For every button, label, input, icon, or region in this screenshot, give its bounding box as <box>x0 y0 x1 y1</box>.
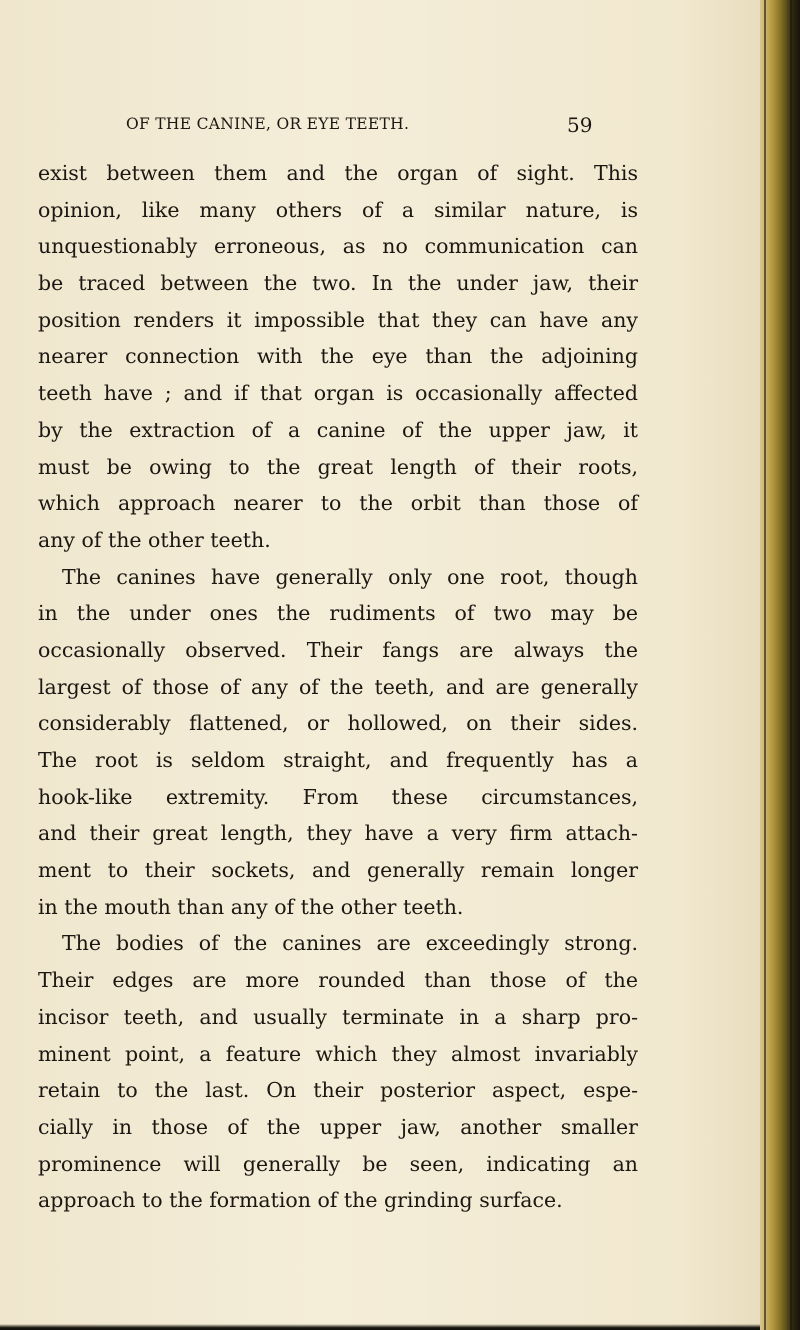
text-line: hook-like extremity. From these circumstances, <box>38 784 638 809</box>
text-line: any of the other teeth. <box>38 527 271 552</box>
text-line: incisor teeth, and usually terminate in a sharp pro- <box>38 1004 638 1029</box>
text-line: occasionally observed. Their fangs are always the <box>38 637 638 662</box>
page-bottom-edge <box>0 1324 760 1330</box>
text-line: largest of those of any of the teeth, and are generally <box>38 674 638 699</box>
running-title: OF THE CANINE, OR EYE TEETH. <box>126 115 410 133</box>
text-line: must be owing to the great length of their roots, <box>38 454 638 479</box>
text-line: nearer connection with the eye than the adjoining <box>38 344 638 369</box>
text-line: position renders it impossible that they can have any <box>38 307 638 332</box>
binding-line <box>764 0 766 1330</box>
body-text <box>38 155 638 1219</box>
text-line: in the mouth than any of the other teeth. <box>38 894 464 919</box>
text-line: considerably flattened, or hollowed, on their sides. <box>38 711 638 736</box>
text-line: by the extraction of a canine of the upper jaw, it <box>38 417 638 442</box>
text-line: opinion, like many others of a similar nature, is <box>38 197 638 222</box>
text-line: prominence will generally be seen, indicating an <box>38 1151 638 1176</box>
text-line: Their edges are more rounded than those of the <box>38 968 638 993</box>
page-number: 59 <box>567 113 593 137</box>
text-line: The root is seldom straight, and frequently has a <box>38 748 638 772</box>
running-head <box>0 115 800 145</box>
text-line: in the under ones the rudiments of two may be <box>38 601 638 626</box>
text-line: The canines have generally only one root, though <box>62 564 638 589</box>
text-line: approach to the formation of the grinding surface. <box>38 1188 563 1213</box>
binding-line <box>790 0 792 1330</box>
text-line: cially in those of the upper jaw, another smaller <box>38 1114 638 1139</box>
text-line: be traced between the two. In the under jaw, their <box>38 271 638 296</box>
text-line: unquestionably erroneous, as no communication can <box>38 234 638 259</box>
text-line: teeth have ; and if that organ is occasionally affected <box>38 381 638 406</box>
text-line: which approach nearer to the orbit than those of <box>38 491 638 516</box>
text-line: The bodies of the canines are exceedingly strong. <box>62 931 638 956</box>
text-line: exist between them and the organ of sight. This <box>38 161 638 185</box>
book-binding-edge <box>760 0 800 1330</box>
text-line: minent point, a feature which they almost invariably <box>38 1041 638 1066</box>
text-line: retain to the last. On their posterior aspect, espe- <box>38 1078 638 1103</box>
text-line: ment to their sockets, and generally remain longer <box>38 858 638 883</box>
text-line: and their great length, they have a very firm attach- <box>38 821 638 846</box>
